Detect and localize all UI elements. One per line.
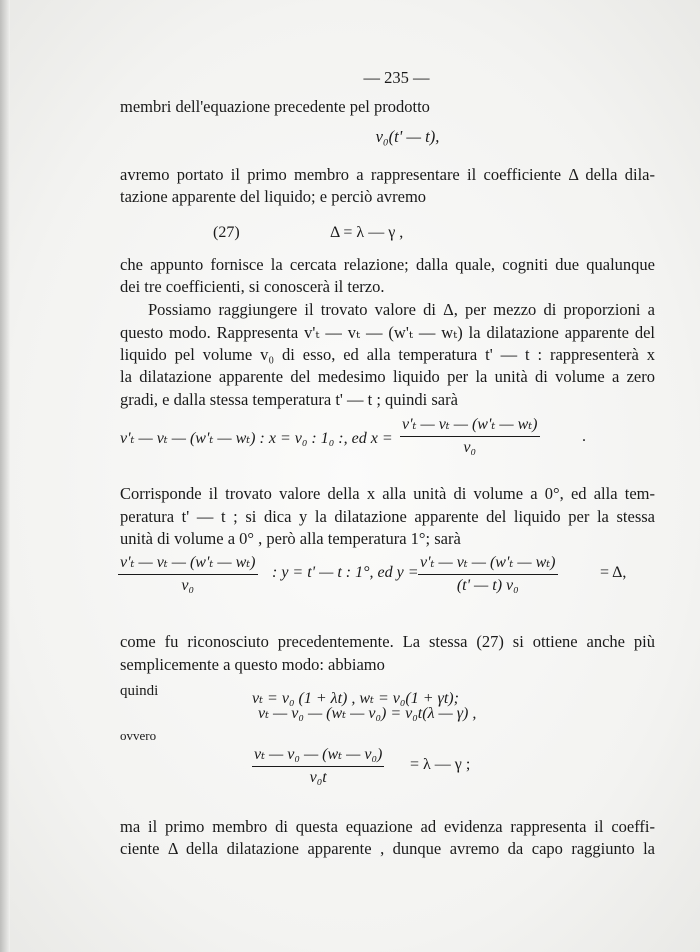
equation-e-end: = λ — γ ; (410, 756, 471, 773)
text-line: dei tre coefficienti, si conoscerà il terzo. (120, 277, 385, 296)
text-line: membri dell'equazione precedente pel prodotto (120, 97, 430, 116)
text-line: ma il primo membro di questa equazione ad evidenza rappresenta il coeffi- (120, 817, 655, 836)
equation-a-fraction (400, 414, 540, 457)
fraction-numerator: v'ₜ — vₜ — (w'ₜ — wₜ) (118, 552, 258, 575)
fraction-denominator: (t' — t) v₀ (456, 577, 519, 594)
fraction-numerator: vₜ — v₀ — (wₜ — v₀) (252, 744, 384, 767)
equation-b-end: = Δ, (600, 564, 627, 581)
text-line: peratura t' — t ; si dica y la dilatazione apparente del liquido per la stessa (120, 507, 655, 526)
text-line: la dilatazione apparente del medesimo liquido per la unità di volume a zero (120, 367, 655, 386)
text-line: avremo portato il primo membro a rappresentare il coefficiente Δ della dila- (120, 165, 655, 184)
text-line: unità di volume a 0° , però alla temperatura 1°; sarà (120, 529, 461, 548)
fraction-numerator: v'ₜ — vₜ — (w'ₜ — wₜ) (418, 552, 558, 575)
equation-b-fraction-right (418, 552, 558, 595)
text-quindi: quindi (120, 683, 159, 699)
text-line: liquido pel volume v₀ di esso, ed alla temperatura t' — t : rappresenterà x (120, 345, 655, 364)
equation-b-middle: : y = t' — t : 1°, ed y = (272, 564, 419, 581)
text-line: questo modo. Rappresenta v'ₜ — vₜ — (w'ₜ — wₜ) la dilatazione apparente del (120, 323, 655, 342)
fraction-numerator: v'ₜ — vₜ — (w'ₜ — wₜ) (400, 414, 540, 437)
fraction-denominator: v₀t (309, 769, 327, 786)
text-line: semplicemente a questo modo: abbiamo (120, 655, 385, 674)
text-line: Corrisponde il trovato valore della x alla unità di volume a 0°, ed alla tem- (120, 484, 655, 503)
equation-27: Δ = λ — γ , (330, 224, 404, 241)
equation-d: vₜ — v₀ — (wₜ — v₀) = v₀t(λ — γ) , (258, 705, 477, 722)
fraction-denominator: v₀ (181, 577, 195, 594)
equation-c: vₜ = v₀ (1 + λt) , wₜ = v₀(1 + γt); (252, 690, 459, 707)
page-number: — 235 — (363, 68, 430, 87)
page-spine-shadow (0, 0, 10, 952)
equation-number: (27) (213, 224, 240, 241)
equation-a-left: v'ₜ — vₜ — (w'ₜ — wₜ) : x = v₀ : 1₀ :, ed x = (120, 430, 393, 447)
text-line: Possiamo raggiungere il trovato valore di Δ, per mezzo di proporzioni a (148, 300, 655, 319)
text-line: che appunto fornisce la cercata relazione; dalla quale, cogniti due qualunque (120, 255, 655, 274)
text-line: tazione apparente del liquido; e perciò avremo (120, 187, 427, 206)
equation-b-fraction-left (118, 552, 258, 595)
equation-product: v₀(t' — t), (375, 127, 440, 146)
text-ovvero: ovvero (120, 728, 157, 743)
equation-a-end: . (582, 428, 586, 445)
fraction-denominator: v₀ (463, 439, 477, 456)
text-line: come fu riconosciuto precedentemente. La stessa (27) si ottiene anche più (120, 632, 655, 651)
equation-e-fraction (252, 744, 384, 787)
text-line: ciente Δ della dilatazione apparente , dunque avremo da capo raggiunto la (120, 839, 655, 858)
text-line: gradi, e dalla stessa temperatura t' — t ; quindi sarà (120, 390, 458, 409)
